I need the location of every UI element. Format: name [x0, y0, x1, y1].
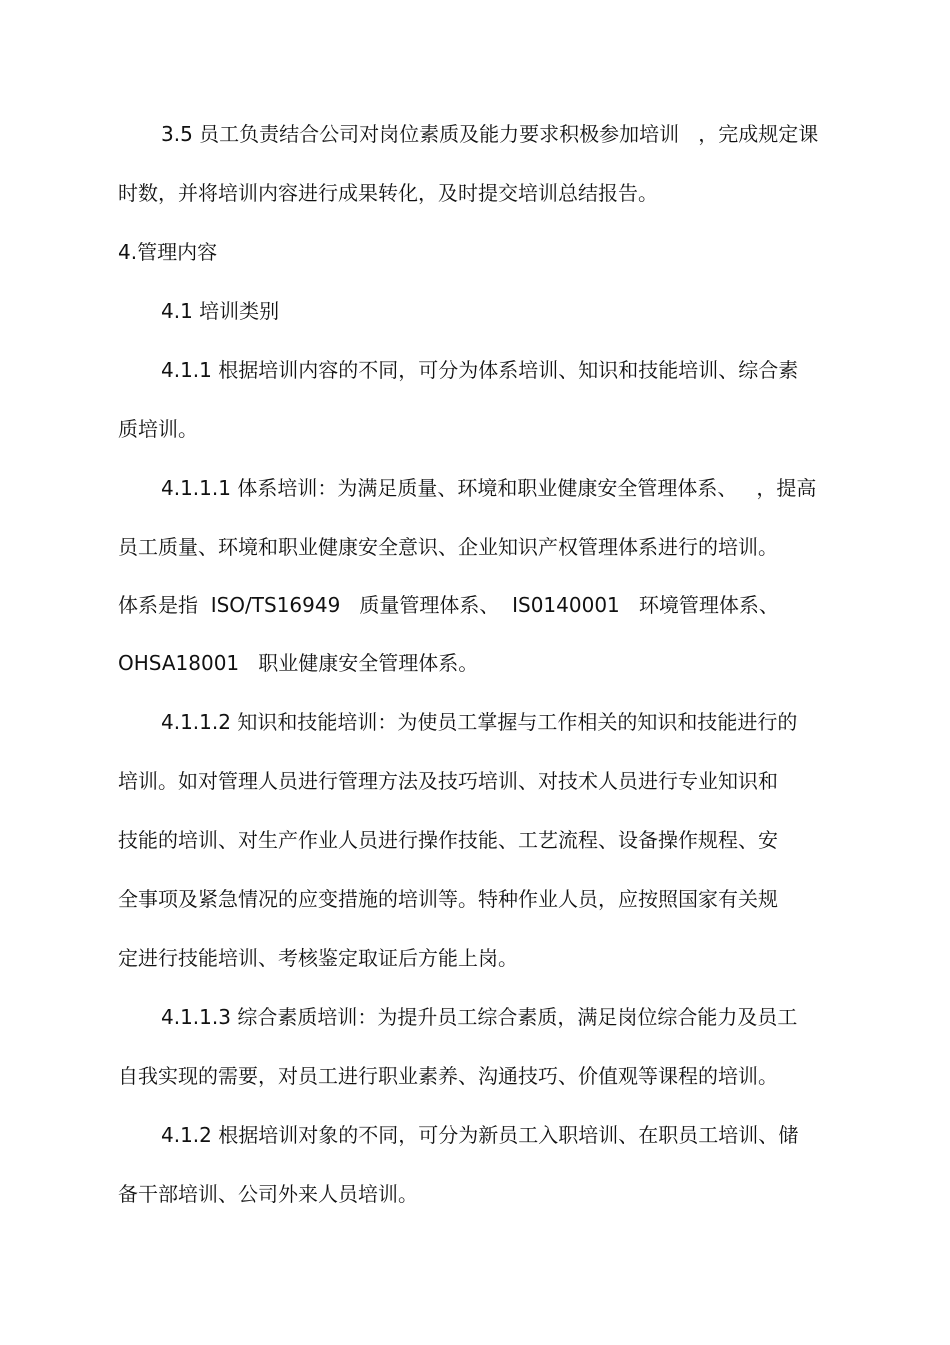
clause-4-1-1-1-line-3: 体系是指 ISO/TS16949 质量管理体系、 IS0140001 环境管理体系、	[118, 593, 779, 617]
clause-3-5-line-2: 时数，并将培训内容进行成果转化，及时提交培训总结报告。	[118, 181, 658, 205]
section-4-1-heading: 4.1 培训类别	[161, 299, 280, 323]
clause-4-1-1-line-2: 质培训。	[118, 417, 198, 441]
clause-4-1-1-1-line-2: 员工质量、环境和职业健康安全意识、企业知识产权管理体系进行的培训。	[118, 535, 778, 559]
clause-4-1-1-1-line-1: 4.1.1.1 体系培训：为满足质量、环境和职业健康安全管理体系、 ，提高	[161, 476, 817, 500]
section-4-heading: 4.管理内容	[118, 240, 218, 264]
clause-4-1-1-2-line-1: 4.1.1.2 知识和技能培训：为使员工掌握与工作相关的知识和技能进行的	[161, 710, 798, 734]
clause-3-5-line-1: 3.5 员工负责结合公司对岗位素质及能力要求积极参加培训 ，完成规定课	[161, 122, 819, 146]
clause-4-1-2-line-2: 备干部培训、公司外来人员培训。	[118, 1182, 418, 1206]
clause-4-1-1-2-line-4: 全事项及紧急情况的应变措施的培训等。特种作业人员，应按照国家有关规	[118, 887, 778, 911]
clause-4-1-1-3-line-1: 4.1.1.3 综合素质培训：为提升员工综合素质，满足岗位综合能力及员工	[161, 1005, 798, 1029]
clause-4-1-1-3-line-2: 自我实现的需要，对员工进行职业素养、沟通技巧、价值观等课程的培训。	[118, 1064, 778, 1088]
clause-4-1-1-2-line-2: 培训。如对管理人员进行管理方法及技巧培训、对技术人员进行专业知识和	[118, 769, 778, 793]
clause-4-1-1-1-line-4: OHSA18001 职业健康安全管理体系。	[118, 651, 479, 675]
clause-4-1-2-line-1: 4.1.2 根据培训对象的不同，可分为新员工入职培训、在职员工培训、储	[161, 1123, 799, 1147]
clause-4-1-1-2-line-3: 技能的培训、对生产作业人员进行操作技能、工艺流程、设备操作规程、安	[118, 828, 778, 852]
clause-4-1-1-2-line-5: 定进行技能培训、考核鉴定取证后方能上岗。	[118, 946, 518, 970]
clause-4-1-1-line-1: 4.1.1 根据培训内容的不同，可分为体系培训、知识和技能培训、综合素	[161, 358, 799, 382]
